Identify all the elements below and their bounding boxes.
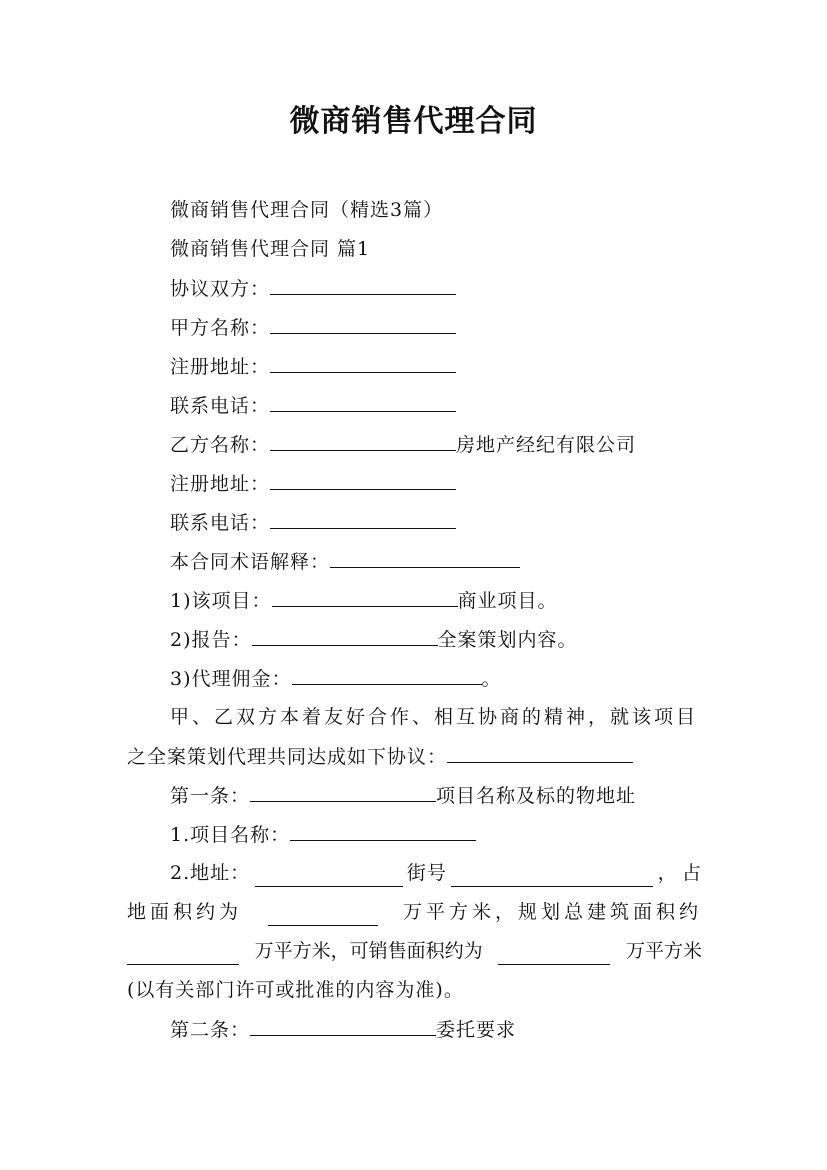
item1-line: [170, 820, 476, 849]
approval-note: (以有关部门许可或批准的内容为准)。: [127, 979, 464, 1001]
party-a-address-blank: [270, 352, 456, 373]
terms-label: 本合同术语解释：: [170, 551, 331, 573]
item2-blank-2: [451, 866, 653, 887]
agreement-line-1: 甲、乙双方本着友好合作、相互协商的精神，就该项目: [170, 706, 699, 728]
party-a-address-line: [170, 352, 456, 381]
document-subtitle: 微商销售代理合同（精选3篇）: [170, 199, 444, 221]
party-b-name-suffix: 房地产经纪有限公司: [456, 434, 637, 456]
term2-line: [170, 625, 578, 654]
party-b-name-line: [170, 430, 636, 459]
article2-suffix: 委托要求: [436, 1019, 517, 1041]
terms-blank: [330, 547, 520, 568]
agreement-blank: [447, 742, 633, 763]
party-b-name-label: 乙方名称：: [170, 434, 271, 456]
party-b-address-blank: [270, 469, 456, 490]
item2-blank-1: [255, 866, 403, 887]
item1-blank: [290, 820, 476, 841]
terms-line: [170, 547, 520, 576]
article1-line: [170, 781, 636, 810]
section-heading: 微商销售代理合同 篇1: [170, 238, 371, 260]
item2-label: 2.地址：: [170, 862, 251, 884]
area-unit-3: 万平方米: [625, 940, 702, 962]
term1-label: 1)该项目：: [170, 590, 272, 612]
party-a-phone-label: 联系电话：: [170, 395, 271, 417]
term3-label: 3)代理佣金：: [170, 668, 292, 690]
parties-blank: [270, 274, 456, 295]
article1-suffix: 项目名称及标的物地址: [436, 785, 637, 807]
area-blank-3: [498, 944, 610, 965]
party-b-address-label: 注册地址：: [170, 473, 271, 495]
area-blank-1: [268, 905, 378, 926]
area-line-1: [127, 898, 702, 926]
article2-blank: [250, 1015, 436, 1036]
area-unit-2: 万平方米，可销售面积约为: [254, 940, 483, 962]
parties-line: [170, 274, 456, 303]
party-a-phone-blank: [270, 391, 456, 412]
item2-comma: ，: [657, 862, 678, 884]
party-b-phone-label: 联系电话：: [170, 512, 271, 534]
area-prefix: 地面积约为: [127, 901, 243, 923]
item2-line: [170, 859, 702, 887]
party-a-address-label: 注册地址：: [170, 356, 271, 378]
term1-blank: [272, 586, 458, 607]
article2-label: 第二条：: [170, 1019, 251, 1041]
agreement-text: 之全案策划代理共同达成如下协议：: [127, 746, 448, 768]
area-line-2: [127, 937, 702, 965]
term3-suffix: 。: [481, 668, 502, 690]
term1-suffix: 商业项目。: [457, 590, 558, 612]
article2-line: [170, 1015, 516, 1044]
article1-blank: [250, 781, 436, 802]
item2-occupy: 占: [681, 862, 702, 884]
party-a-phone-line: [170, 391, 456, 420]
party-a-name-label: 甲方名称：: [170, 317, 271, 339]
article1-label: 第一条：: [170, 785, 251, 807]
party-b-address-line: [170, 469, 456, 498]
area-blank-2: [127, 944, 239, 965]
term3-line: [170, 664, 502, 693]
document-title: 微商销售代理合同: [289, 104, 538, 139]
term1-line: [170, 586, 558, 615]
term2-suffix: 全案策划内容。: [437, 629, 578, 651]
term3-blank: [292, 664, 482, 685]
party-b-phone-blank: [270, 508, 456, 529]
item2-street: 街号: [406, 862, 447, 884]
area-unit-1: 万平方米，规划总建筑面积约: [402, 901, 702, 923]
party-b-phone-line: [170, 508, 456, 537]
parties-label: 协议双方：: [170, 278, 271, 300]
agreement-line-2: [127, 742, 633, 771]
party-a-name-blank: [270, 313, 456, 334]
party-b-name-blank: [270, 430, 456, 451]
party-a-name-line: [170, 313, 456, 342]
item1-label: 1.项目名称：: [170, 824, 291, 846]
term2-label: 2)报告：: [170, 629, 252, 651]
term2-blank: [252, 625, 438, 646]
